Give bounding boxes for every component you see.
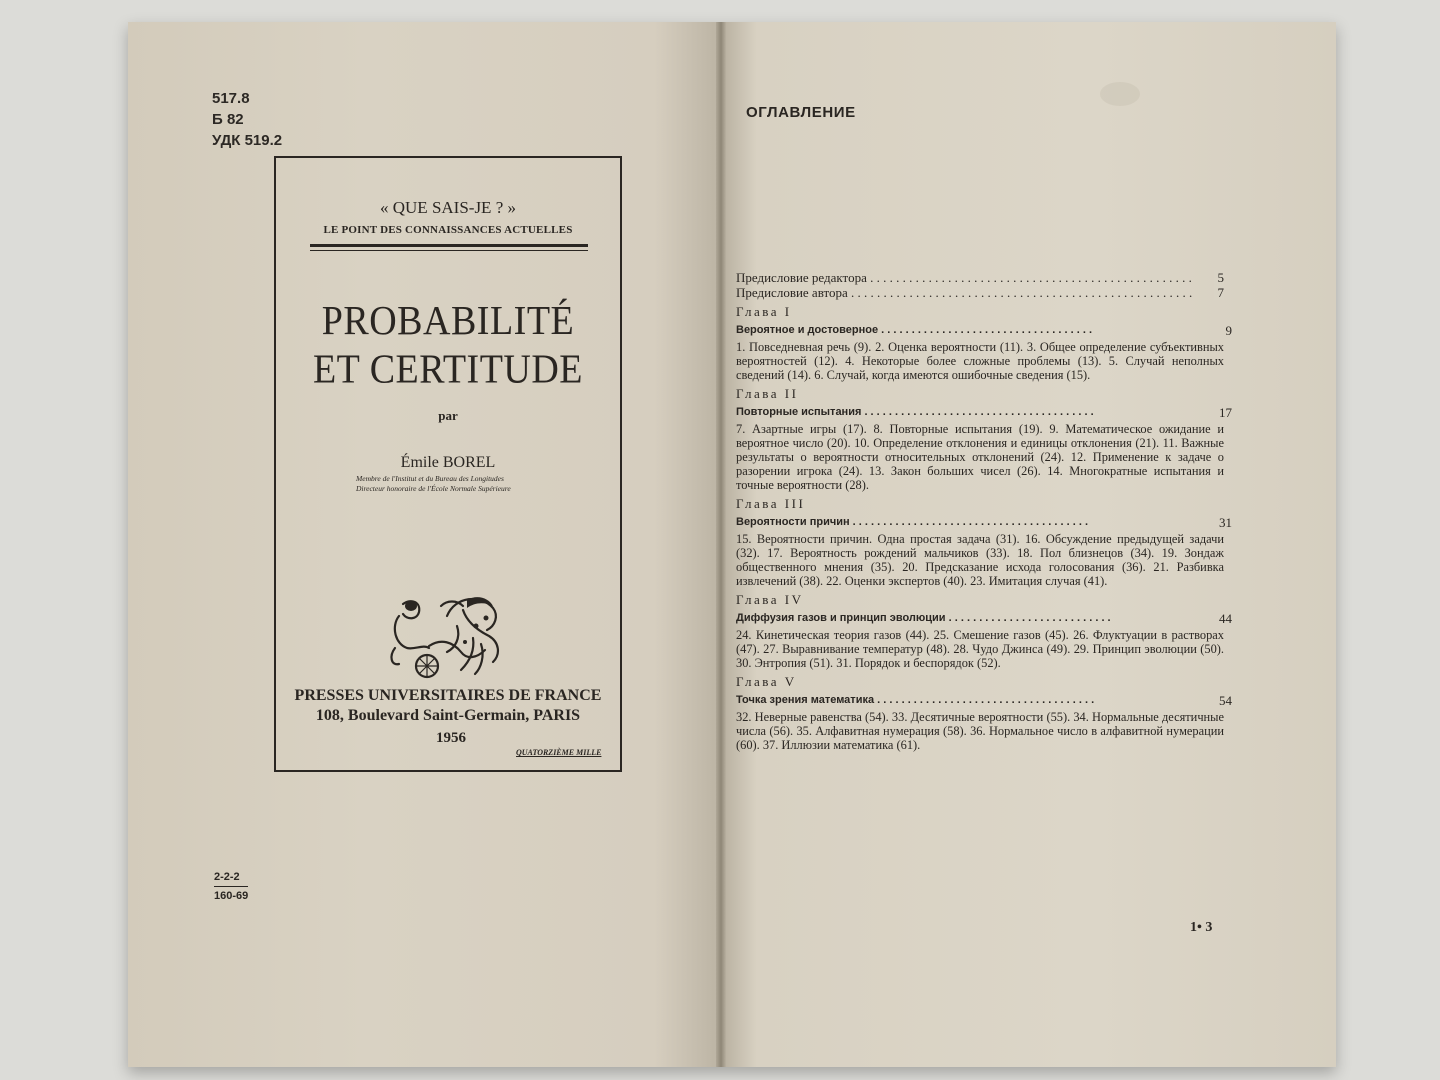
left-page <box>128 22 726 1067</box>
chapter-number: Глава II <box>736 386 799 401</box>
print-code <box>214 868 248 905</box>
chapter-title: Вероятности причин . . . . . . . . . . . . . . . . . . . . . . . . . . . . . . . . . . . . . . . 31 <box>736 515 1232 530</box>
author-affiliation-line: Directeur honoraire de l'École Normale Supérieure <box>356 484 511 493</box>
chapter-title: Повторные испытания . . . . . . . . . . . . . . . . . . . . . . . . . . . . . . . . . . . . . . 17 <box>736 405 1232 420</box>
udc-classification <box>212 88 282 151</box>
udc-line: УДК 519.2 <box>212 132 283 149</box>
chapter-sections: 24. Кинетическая теория газов (44). 25. Смешение газов (45). 26. Флуктуации в растворах (47). 27. Выравнивание температур (48). 28. Чудо Джинса (49). 29. Принцип эволюции (50). 30. Энтропия (51). 31. Порядок и беспорядок (52). <box>736 628 1224 670</box>
toc-entry-label: Предисловие автора <box>736 285 848 300</box>
chapter-sections: 15. Вероятности причин. Одна простая задача (31). 16. Обсуждение предыдущей задачи (32). 17. Вероятность рождений мальчиков (33). 18. Пол близнецов (34). 19. Зондаж общественного мнения (35). 20. Предсказание исхода голосования (36). 21. Разбивка извлечений (38). 22. Оценки экспертов (40). 23. Имитация случая (41). <box>736 532 1224 588</box>
toc-page-number: 17 <box>1219 405 1232 420</box>
toc-chapter <box>736 592 1232 670</box>
toc-entry-label: Предисловие редактора <box>736 270 867 285</box>
udc-line: Б 82 <box>212 111 244 128</box>
open-book <box>128 22 1336 1067</box>
series-subtitle: LE POINT DES CONNAISSANCES ACTUELLES <box>323 224 573 236</box>
toc-page-number: 9 <box>1225 323 1232 338</box>
chapter-sections: 32. Неверные равенства (54). 33. Десятичные вероятности (55). 34. Нормальные десятичные числа (56). 35. Алфавитная нумерация (58). 36. Нормальное число в алфавитной нумерации (60). 37. Иллюзии математика (61). <box>736 710 1224 752</box>
chariot-logo-icon <box>381 586 511 686</box>
toc-heading: ОГЛАВЛЕНИЕ <box>746 104 856 121</box>
by-label: par <box>438 408 458 423</box>
paper-stain <box>1100 82 1140 106</box>
toc-chapter <box>736 386 1232 492</box>
toc-page-number: 44 <box>1219 611 1232 626</box>
chapter-sections: 7. Азартные игры (17). 8. Повторные испытания (19). 9. Математическое ожидание и вероятное число (20). 10. Определение отклонения и единицы отклонения (21). 11. Важные результаты о вероятности относительных отклонений (24). 12. Применение к задаче о разорении игрока (24). 13. Закон больших чисел (26). 14. Многократные испытания и точные вероятности (28). <box>736 422 1224 492</box>
table-of-contents <box>736 270 1232 752</box>
divider-thin <box>310 250 588 251</box>
chapter-sections: 1. Повседневная речь (9). 2. Оценка вероятности (11). 3. Общее определение субъективных вероятностей (12). 4. Некоторые более сложные проблемы (13). 5. Случай неполных сведений (14). 6. Случай, когда имеются ошибочные сведения (15). <box>736 340 1224 382</box>
book-title <box>276 297 620 394</box>
toc-chapter <box>736 674 1232 752</box>
book-title-line2: ET CERTITUDE <box>312 347 584 393</box>
original-title-page-frame <box>274 156 622 772</box>
toc-front-entry: Предисловие автора . . . . . . . . . . . . . . . . . . . . . . . . . . . . . . . . . . . . . . . . . . . . . . . . . . . . . 7 <box>736 285 1224 300</box>
toc-page-number: 54 <box>1219 693 1232 708</box>
page-number: 1• 3 <box>1190 920 1213 935</box>
toc-page-number: 5 <box>1214 270 1225 285</box>
publisher-address: 108, Boulevard Saint-Germain, PARIS <box>315 707 581 724</box>
publication-year: 1956 <box>436 730 466 746</box>
chapter-title: Вероятное и достоверное . . . . . . . . . . . . . . . . . . . . . . . . . . . . . . . . . . . 9 <box>736 323 1232 338</box>
toc-page-number: 7 <box>1214 285 1225 300</box>
author-affiliation <box>356 474 616 494</box>
book-gutter <box>716 22 726 1067</box>
divider-thick <box>310 244 588 247</box>
publisher-block <box>276 686 620 726</box>
chapter-number: Глава V <box>736 674 797 689</box>
right-page <box>720 22 1336 1067</box>
publisher-name: PRESSES UNIVERSITAIRES DE FRANCE <box>294 687 602 704</box>
chapter-number: Глава IV <box>736 592 804 607</box>
print-code-line: 2-2-2 <box>214 868 248 887</box>
book-title-line1: PROBABILITÉ <box>321 298 575 344</box>
chapter-title: Диффузия газов и принцип эволюции . . . . . . . . . . . . . . . . . . . . . . . . . . . 44 <box>736 611 1232 626</box>
toc-front-entry: Предисловие редактора . . . . . . . . . . . . . . . . . . . . . . . . . . . . . . . . . . . . . . . . . . . . . . . . . . 5 <box>736 270 1224 285</box>
author-name: Émile BOREL <box>400 454 496 471</box>
chapter-number: Глава III <box>736 496 806 511</box>
toc-page-number: 31 <box>1219 515 1232 530</box>
edition-note: QUATORZIÈME MILLE <box>516 748 602 757</box>
toc-chapter <box>736 496 1232 588</box>
chapter-number: Глава I <box>736 304 792 319</box>
chapter-title: Точка зрения математика . . . . . . . . . . . . . . . . . . . . . . . . . . . . . . . . . . . . 54 <box>736 693 1232 708</box>
series-name: « QUE SAIS-JE ? » <box>380 198 516 217</box>
toc-chapter <box>736 304 1232 382</box>
print-code-line: 160-69 <box>214 890 249 902</box>
udc-line: 517.8 <box>212 90 250 107</box>
author-affiliation-line: Membre de l'Institut et du Bureau des Longitudes <box>356 474 504 483</box>
